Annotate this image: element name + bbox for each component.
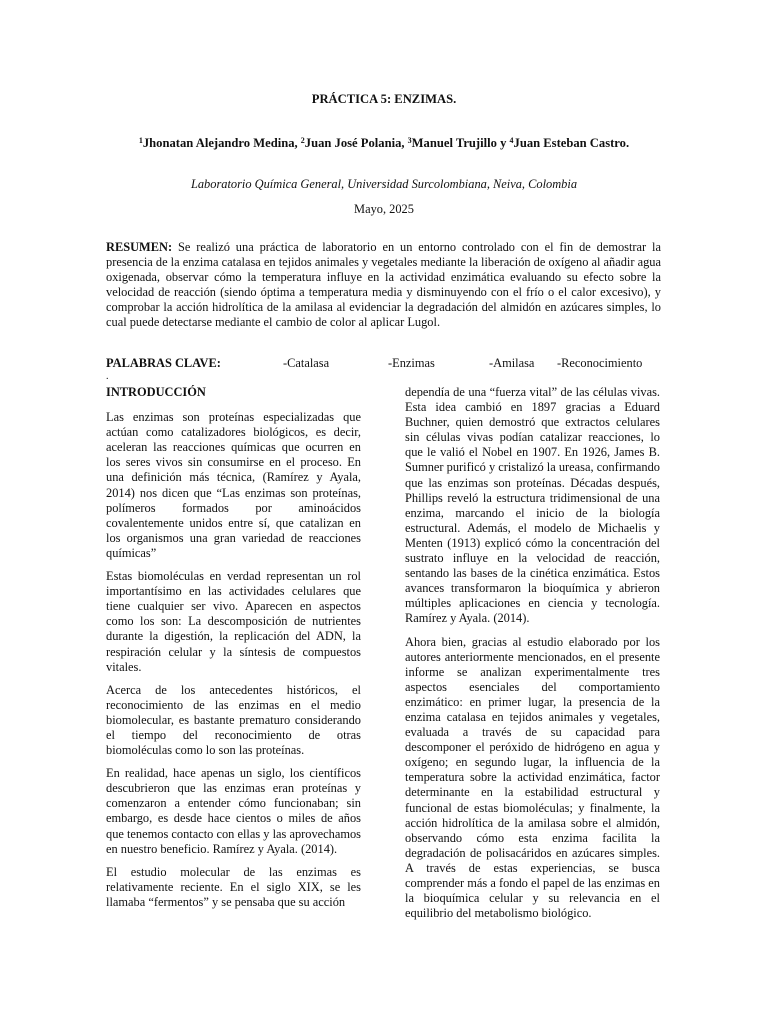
right-column (405, 385, 660, 929)
left-column (106, 385, 361, 918)
stray-dot: . (106, 371, 109, 382)
body-paragraph: En realidad, hace apenas un siglo, los científicos descubrieron que las enzimas eran proteínas y comenzaron a entender cómo funcionaban; sin embargo, es desde hace cientos o miles de años que tenemos contacto con ellas y las aprovechamos en nuestro beneficio. Ramírez y Ayala. (2014). (106, 766, 361, 856)
abstract (106, 240, 661, 331)
abstract-text: Se realizó una práctica de laboratorio en un entorno controlado con el fin de demostrar la presencia de la enzima catalasa en tejidos animales y vegetales mediante la liberación de oxígeno al añadir agua oxigenada, observar cómo la temperatura influye en la actividad enzimática evaluando su efecto sobre la velocidad de reacción (siendo óptima a temperatura media y disminuyendo con el frío o el calor excesivo), y comprobar la acción hidrolítica de la amilasa al evidenciar la degradación del almidón en azúcares simples, lo cual puede detectarse mediante el cambio de color al aplicar Lugol. (106, 240, 661, 330)
body-paragraph: El estudio molecular de las enzimas es relativamente reciente. En el siglo XIX, se les llamaba “fermentos” y se pensaba que su acción (106, 864, 361, 909)
keywords-label: PALABRAS CLAVE: (106, 356, 221, 370)
introduction-heading: INTRODUCCIÓN (106, 385, 206, 399)
author-list (0, 136, 768, 151)
body-paragraph: Ahora bien, gracias al estudio elaborado por los autores anteriormente mencionados, en el presente informe se analizan experimentalmente tres aspectos esenciales del comportamiento enzimático: en primer lugar, la presencia de la enzima catalasa en tejidos animales y vegetales, evaluada a través de su capacidad para descomponer el peróxido de hidrógeno en agua y oxígeno; en segundo lugar, la influencia de la temperatura sobre la actividad enzimática, factor determinante en la estabilidad estructural y funcional de estas biomoléculas; y finalmente, la acción hidrolítica de la amilasa sobre el almidón, observando cómo esta enzima facilita la degradación de polisacáridos en azúcares simples. A través de estas experiencias, se busca comprender más a fondo el papel de las enzimas en la bioquímica celular y su relevancia en el equilibrio del metabolismo biológico. (405, 634, 660, 921)
body-paragraph: Acerca de los antecedentes históricos, el reconocimiento de las enzimas en el medio biomolecular, es bastante prematuro considerando el tiempo del reconocimiento de otras biomoléculas como lo son las proteínas. (106, 682, 361, 758)
author-4: $^4$Juan Esteban Castro. (509, 136, 630, 150)
affiliation: Laboratorio Química General, Universidad Surcolombiana, Neiva, Colombia (190, 177, 578, 191)
keywords-row (106, 356, 661, 372)
keyword-item: -Amilasa (489, 356, 535, 370)
abstract-label: RESUMEN: (106, 240, 173, 254)
body-paragraph: dependía de una “fuerza vital” de las células vivas. Esta idea cambió en 1897 gracias a Eduard Buchner, quien demostró que extractos celulares sin células vivas podían catalizar reacciones, lo que le valió el Nobel en 1907. En 1926, James B. Sumner purificó y cristalizó la ureasa, confirmando que las enzimas son proteínas. Décadas después, Phillips reveló la estructura tridimensional de una enzima, marcando el inicio de la biología estructural. Además, el modelo de Michaelis y Menten (1913) explicó cómo la concentración del sustrato influye en la velocidad de reacción, sentando las bases de la cinética enzimática. Estos avances transformaron la bioquímica y abrieron múltiples aplicaciones en ciencia y tecnología. Ramírez y Ayala. (2014). (405, 385, 660, 626)
keyword-item: -Reconocimiento (557, 356, 643, 370)
body-paragraph: Estas biomoléculas en verdad representan un rol importantísimo en las actividades celulares que tiene cualquier ser vivo. Aparecen en aspectos como los son: La descomposición de nutrientes durante la digestión, la replicación del ADN, la respiración celular y la síntesis de compuestos vitales. (106, 569, 361, 674)
body-paragraph: Las enzimas son proteínas especializadas que actúan como catalizadores biológicos, es decir, aceleran las reacciones químicas que ocurren en los seres vivos sin consumirse en el proceso. En una definición más técnica, (Ramírez y Ayala, 2014) nos dicen que “Las enzimas son proteínas, polímeros formados por aminoácidos covalentemente unidos entre sí, que catalizan en los organismos una gran variedad de reacciones químicas” (106, 410, 361, 560)
keyword-item: -Enzimas (388, 356, 435, 370)
author-3: $^3$Manuel Trujillo y (407, 136, 510, 150)
publication-date: Mayo, 2025 (354, 202, 414, 216)
paper-title: PRÁCTICA 5: ENZIMAS. (311, 92, 457, 106)
keyword-item: -Catalasa (283, 356, 330, 370)
author-2: $^2$Juan José Polania, (300, 136, 408, 150)
author-1: $^1$Jhonatan Alejandro Medina, (138, 136, 301, 150)
